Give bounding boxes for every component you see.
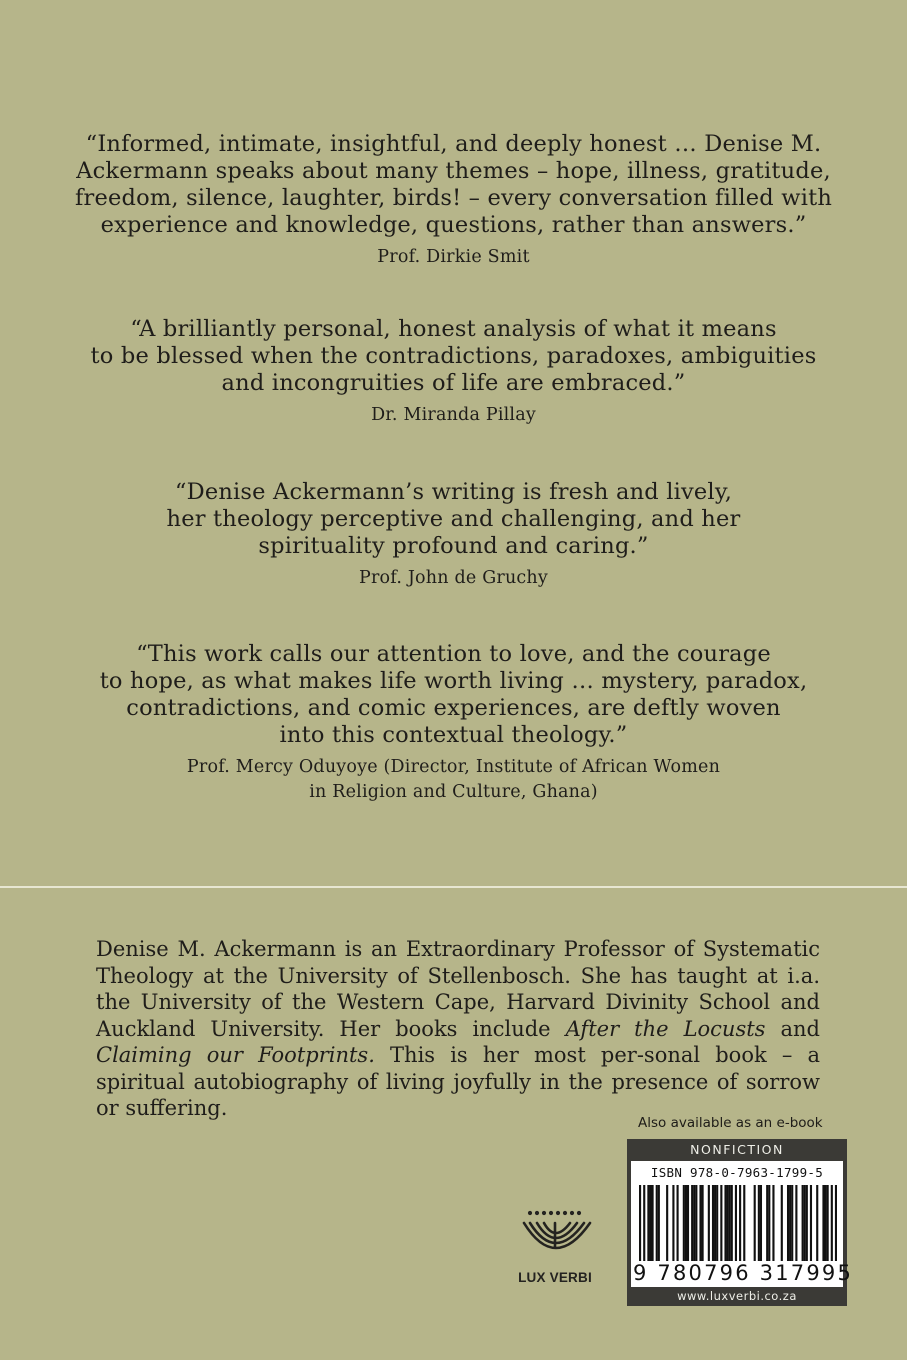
barcode-bar — [766, 1185, 768, 1261]
barcode-bar — [720, 1185, 722, 1261]
barcode-bar — [760, 1185, 762, 1261]
publisher-url: www.luxverbi.co.za — [677, 1289, 797, 1303]
barcode-bar — [781, 1185, 783, 1261]
barcode-bar — [822, 1185, 824, 1261]
barcode-bar — [714, 1185, 716, 1261]
barcode-bar — [712, 1185, 714, 1261]
barcode-bar — [699, 1185, 701, 1261]
quote-line: and incongruities of life are embraced.” — [221, 370, 686, 396]
barcode-bar — [693, 1185, 695, 1261]
ebook-note: Also available as an e-book — [638, 1115, 823, 1131]
barcode-bar — [754, 1185, 756, 1261]
barcode-bar — [727, 1185, 729, 1261]
review-quote-4 — [0, 641, 907, 805]
barcode-bar — [806, 1185, 808, 1261]
barcode — [631, 1161, 854, 1287]
barcode-bar — [735, 1185, 737, 1261]
barcode-bar — [685, 1185, 687, 1261]
quote-line: into this contextual theology.” — [279, 722, 628, 748]
publisher-name: LUX VERBI — [518, 1270, 592, 1285]
barcode-bar — [731, 1185, 733, 1261]
review-quote-text — [0, 316, 907, 397]
barcode-bar — [802, 1185, 804, 1261]
review-quote-text — [0, 641, 907, 749]
quote-line: spirituality profound and caring.” — [258, 533, 649, 559]
barcode-bar — [672, 1185, 674, 1261]
barcode-bar — [804, 1185, 806, 1261]
barcode-bar — [656, 1185, 658, 1261]
quote-line: her theology perceptive and challenging, and her — [166, 506, 741, 532]
author-bio — [96, 936, 820, 1122]
barcode-bar — [787, 1185, 789, 1261]
barcode-bars — [639, 1185, 837, 1261]
bio-text: Denise M. Ackermann is an Extraordinary Professor of Systematic Theology at the University of Stellenbosch. She has taught at i.a. the University of the Western Cape, Harvard Divinity School and Auckland University. Her books include — [96, 937, 820, 1041]
barcode-bar — [702, 1185, 704, 1261]
quote-line: to hope, as what makes life worth living … mystery, paradox, — [99, 668, 808, 694]
barcode-bar — [827, 1185, 829, 1261]
barcode-bar — [768, 1185, 770, 1261]
review-attribution: Dr. Miranda Pillay — [371, 405, 536, 425]
quote-line: “This work calls our attention to love, and the courage — [136, 641, 771, 667]
quote-line: freedom, silence, laughter, birds! – every conversation filled with — [74, 185, 833, 211]
barcode-bar — [816, 1185, 818, 1261]
review-quote-1 — [0, 131, 907, 270]
review-quote-3 — [0, 479, 907, 591]
barcode-bar — [758, 1185, 760, 1261]
barcode-bar — [691, 1185, 693, 1261]
review-quote-2 — [0, 316, 907, 428]
barcode-bar — [708, 1185, 710, 1261]
barcode-bar — [810, 1185, 812, 1261]
bio-text: and — [765, 1016, 820, 1041]
quote-line: “Denise Ackermann’s writing is fresh and lively, — [174, 479, 733, 505]
barcode-bar — [791, 1185, 793, 1261]
section-divider — [0, 886, 907, 888]
quote-line: experience and knowledge, questions, rather than answers.” — [100, 212, 807, 238]
review-quote-text — [0, 131, 907, 239]
barcode-bar — [647, 1185, 649, 1261]
barcode-bar — [795, 1185, 797, 1261]
quote-line: “A brilliantly personal, honest analysis of what it means — [130, 316, 777, 342]
barcode-bar — [729, 1185, 731, 1261]
barcode-bar — [687, 1185, 689, 1261]
lux-verbi-emblem-icon — [510, 1203, 600, 1269]
attribution-line: Prof. Mercy Oduyoye (Director, Institute of African Women — [186, 757, 721, 777]
book-title: Claiming our Footprints. — [96, 1043, 375, 1067]
barcode-bar — [658, 1185, 660, 1261]
quote-line: to be blessed when the contradictions, paradoxes, ambiguities — [90, 343, 817, 369]
barcode-bar — [743, 1185, 745, 1261]
barcode-bar — [835, 1185, 837, 1261]
barcode-bar — [639, 1185, 641, 1261]
attribution-line: in Religion and Culture, Ghana) — [309, 782, 598, 802]
barcode-bar — [652, 1185, 654, 1261]
barcode-bar — [649, 1185, 651, 1261]
review-attribution — [0, 755, 907, 805]
quote-line: contradictions, and comic experiences, are deftly woven — [126, 695, 781, 721]
barcode-bar — [824, 1185, 826, 1261]
review-quote-text — [0, 479, 907, 560]
barcode-bar — [666, 1185, 668, 1261]
barcode-bar — [677, 1185, 679, 1261]
bio-text: This is her most per-sonal book – a spiritual autobiography of living joyfully in the presence of sorrow or suffering. — [96, 1043, 821, 1120]
review-attribution: Prof. Dirkie Smit — [377, 247, 530, 267]
publisher-logo — [510, 1203, 600, 1293]
isbn-label: ISBN 978-0-7963-1799-5 — [650, 1165, 824, 1180]
barcode-panel — [627, 1139, 854, 1306]
barcode-bar — [683, 1185, 685, 1261]
barcode-bar — [772, 1185, 774, 1261]
barcode-bar — [831, 1185, 833, 1261]
book-title: After the Locusts — [565, 1016, 766, 1041]
barcode-bar — [643, 1185, 645, 1261]
barcode-bar — [724, 1185, 726, 1261]
category-label: NONFICTION — [690, 1142, 784, 1157]
barcode-bar — [739, 1185, 741, 1261]
review-attribution: Prof. John de Gruchy — [358, 568, 548, 588]
barcode-bar — [789, 1185, 791, 1261]
barcode-bar — [716, 1185, 718, 1261]
quote-line: Ackermann speaks about many themes – hope, illness, gratitude, — [76, 158, 831, 184]
ean-number: 9 780796 317995 — [633, 1261, 854, 1285]
quote-line: “Informed, intimate, insightful, and deeply honest … Denise M. — [85, 131, 822, 157]
barcode-bar — [695, 1185, 697, 1261]
